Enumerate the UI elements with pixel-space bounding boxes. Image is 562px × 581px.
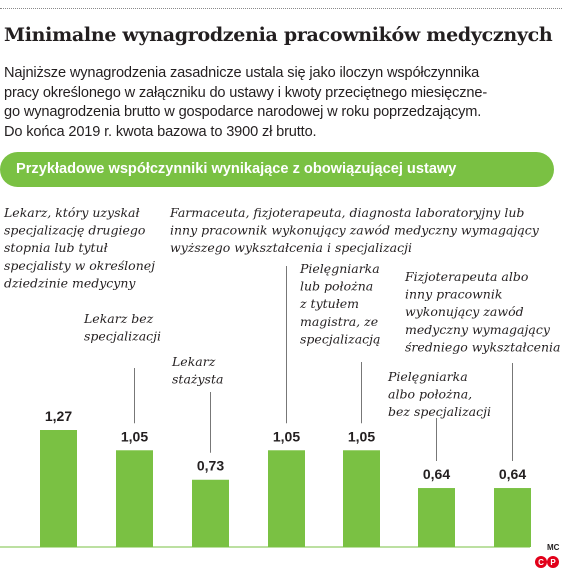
bar-3 [192, 480, 229, 547]
bar-2 [116, 450, 153, 547]
bar-4 [268, 450, 305, 547]
value-label-7: 0,64 [498, 466, 527, 483]
intro-line: pracy określonego w załączniku do ustawy i kwoty przeciętnego miesięczne- [4, 84, 488, 101]
category-label-1: Lekarz, który uzyskał specjalizację drugiego stopnia lub tytuł specjalisty w określonej dziedzinie medycyny [4, 205, 156, 291]
category-label-6: Pielęgniarka albo położna, bez specjalizacji [388, 369, 492, 420]
bar-5 [343, 450, 380, 547]
value-label-1: 1,27 [44, 408, 73, 424]
value-label-3: 0,73 [196, 457, 225, 474]
value-label-2: 1,05 [120, 428, 149, 445]
banner-label: Przykładowe współczynniki wynikające z obowiązującej ustawy [16, 161, 457, 177]
svg-text:C: C [538, 558, 544, 567]
category-label-3: Lekarz stażysta [172, 354, 224, 387]
value-label-4: 1,05 [272, 428, 301, 445]
category-label-4: Farmaceuta, fizjoterapeuta, diagnosta laboratoryjny lub inny pracownik wykonujący zawód medyczny wymagający wyższego wykształcenia i specjalizacji [170, 205, 539, 256]
category-label-7: Fizjoterapeuta albo inny pracownik wykonujący zawód medyczny wymagający średniego wykształcenia [405, 269, 561, 355]
intro-line: Najniższe wynagrodzenia zasadnicze ustala się jako iloczyn współczynnika [4, 65, 480, 81]
bar-7 [494, 488, 531, 547]
value-label-5: 1,05 [347, 428, 376, 445]
author-credit: MC [547, 543, 560, 552]
category-label-2: Lekarz bez specjalizacji [84, 311, 162, 344]
publisher-logo-icon [535, 555, 559, 569]
svg-text:P: P [550, 558, 556, 567]
bar-6 [418, 488, 455, 547]
value-label-6: 0,64 [422, 466, 451, 483]
intro-line: Do końca 2019 r. kwota bazowa to 3900 zł brutto. [4, 123, 317, 140]
intro-line: go wynagrodzenia brutto w gospodarce narodowej w roku poprzedzającym. [4, 104, 482, 121]
publisher-logo [535, 555, 559, 574]
chart-title: Minimalne wynagrodzenia pracowników medycznych [4, 24, 553, 46]
bar-1 [40, 430, 77, 547]
category-label-5: Pielęgniarka lub położna z tytułem magistra, ze specjalizacją [300, 261, 381, 347]
